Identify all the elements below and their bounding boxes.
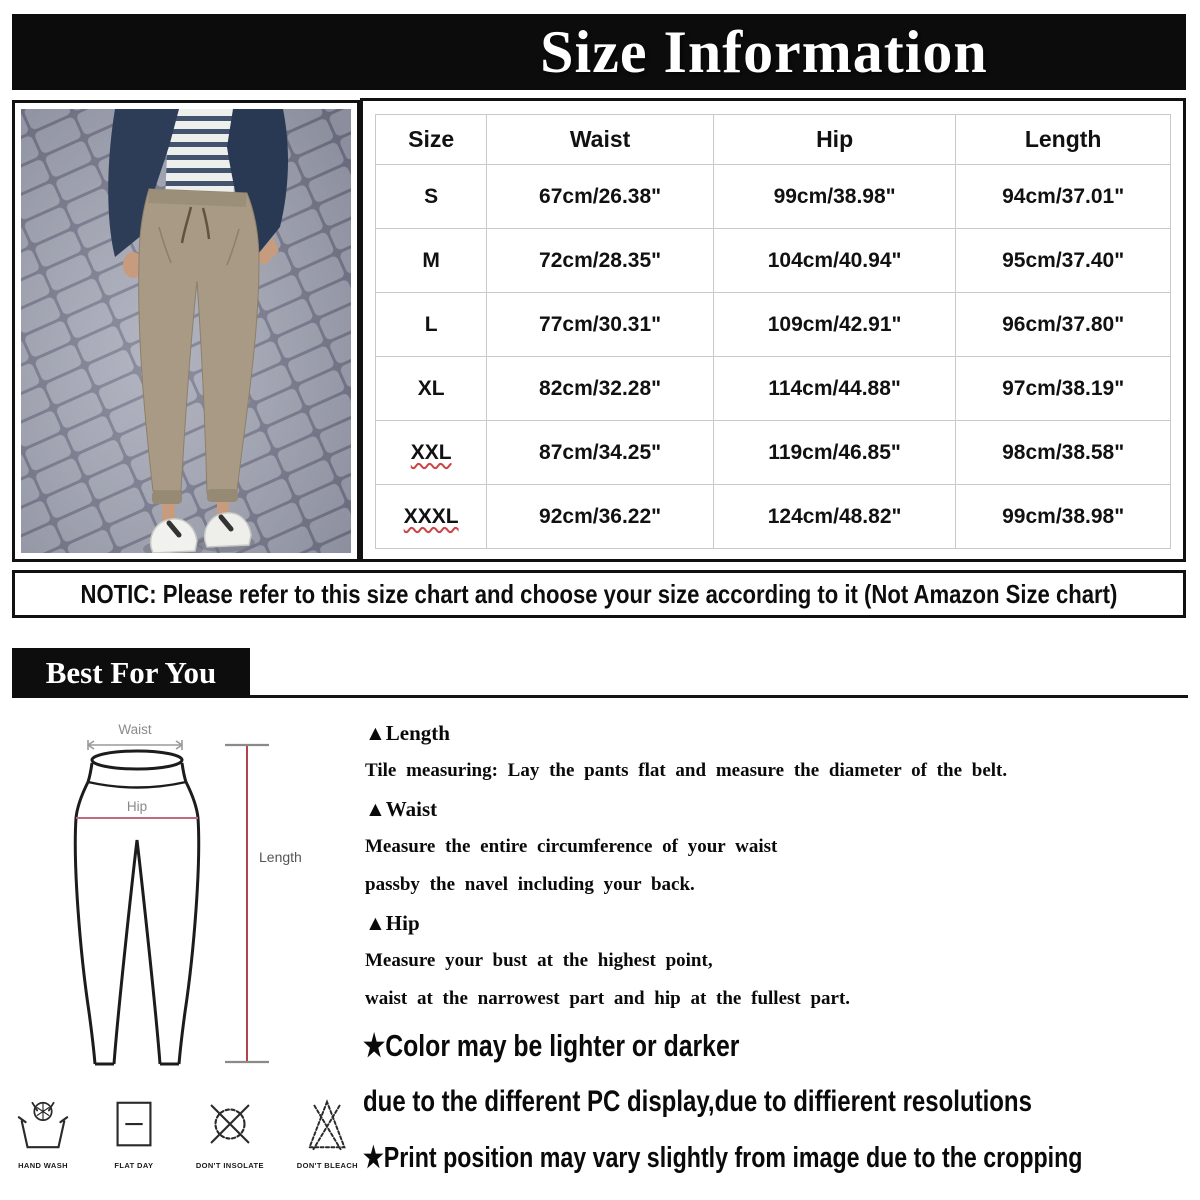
product-photo-frame xyxy=(12,100,360,562)
care-label: HAND WASH xyxy=(18,1161,68,1170)
measure-guide-line: ▲Length xyxy=(365,721,450,745)
notice-box xyxy=(12,570,1186,618)
table-row xyxy=(376,485,1171,549)
table-row xyxy=(376,165,1171,229)
care-item-dont-insolate xyxy=(196,1096,264,1170)
waist-cell: 77cm/30.31" xyxy=(487,293,714,357)
measuring-guide xyxy=(365,714,1185,1018)
size-cell: S xyxy=(376,165,487,229)
hip-cell: 114cm/44.88" xyxy=(713,357,955,421)
length-cell: 97cm/38.19" xyxy=(956,357,1171,421)
care-label: FLAT DAY xyxy=(114,1161,154,1170)
section-title: Best For You xyxy=(45,655,217,690)
care-label: DON'T INSOLATE xyxy=(195,1161,264,1170)
disclaimer-line: ★Color may be lighter or darker xyxy=(363,1028,740,1063)
hip-label: Hip xyxy=(126,799,148,814)
hip-cell: 109cm/42.91" xyxy=(713,293,955,357)
waist-cell: 92cm/36.22" xyxy=(487,485,714,549)
size-table-box xyxy=(360,98,1186,562)
care-item-dont-bleach xyxy=(297,1096,358,1170)
disclaimers xyxy=(363,1018,1198,1186)
size-cell: XL xyxy=(376,357,487,421)
measure-guide-line: Measure your bust at the highest point, xyxy=(365,950,713,971)
dont-insolate-icon xyxy=(201,1096,259,1154)
care-label: DON'T BLEACH xyxy=(296,1161,358,1170)
table-header-row xyxy=(376,115,1171,165)
waist-cell: 67cm/26.38" xyxy=(487,165,714,229)
column-header: Size xyxy=(376,115,487,165)
table-row xyxy=(376,357,1171,421)
measure-guide-line: ▲Hip xyxy=(365,911,420,935)
best-for-you-banner xyxy=(12,648,250,698)
hip-cell: 99cm/38.98" xyxy=(713,165,955,229)
disclaimer-line: due to the different PC display,due to diffierent resolutions xyxy=(363,1085,1032,1118)
column-header: Waist xyxy=(487,115,714,165)
flat-dry-icon xyxy=(105,1096,163,1154)
length-label: Length xyxy=(259,849,302,865)
waist-cell: 82cm/32.28" xyxy=(487,357,714,421)
notice-text: NOTIC: Please refer to this size chart and choose your size according to it (Not Amazon Size chart) xyxy=(80,578,1118,609)
dont-bleach-icon xyxy=(298,1096,356,1154)
waist-cell: 72cm/28.35" xyxy=(487,229,714,293)
table-row xyxy=(376,293,1171,357)
size-cell: XXXL xyxy=(376,485,487,549)
table-row xyxy=(376,229,1171,293)
length-cell: 98cm/38.58" xyxy=(956,421,1171,485)
hip-cell: 104cm/40.94" xyxy=(713,229,955,293)
column-header: Hip xyxy=(713,115,955,165)
hand-wash-icon xyxy=(14,1096,72,1154)
hip-cell: 119cm/46.85" xyxy=(713,421,955,485)
measure-guide-line: Measure the entire circumference of your waist xyxy=(365,836,778,857)
care-item-flat-dry xyxy=(105,1096,163,1170)
waist-measure-line xyxy=(88,740,182,750)
measure-guide-line: ▲Waist xyxy=(365,797,438,821)
length-cell: 95cm/37.40" xyxy=(956,229,1171,293)
length-cell: 99cm/38.98" xyxy=(956,485,1171,549)
waist-label: Waist xyxy=(118,722,152,737)
size-cell: XXL xyxy=(376,421,487,485)
striped-shirt xyxy=(165,109,239,201)
size-table xyxy=(375,114,1171,549)
length-cell: 96cm/37.80" xyxy=(956,293,1171,357)
column-header: Length xyxy=(956,115,1171,165)
table-row xyxy=(376,421,1171,485)
care-item-hand-wash xyxy=(14,1096,72,1170)
size-cell: M xyxy=(376,229,487,293)
pants-measurement-diagram xyxy=(25,712,325,1112)
disclaimer-line: ★Print position may vary slightly from image due to the cropping xyxy=(363,1142,1083,1174)
measure-guide-line: waist at the narrowest part and hip at the fullest part. xyxy=(365,988,851,1009)
size-cell: L xyxy=(376,293,487,357)
pants-outline xyxy=(75,751,198,1064)
hip-cell: 124cm/48.82" xyxy=(713,485,955,549)
measure-guide-line: Tile measuring: Lay the pants flat and measure the diameter of the belt. xyxy=(365,760,1008,781)
size-information-banner xyxy=(12,14,1186,90)
model-photo xyxy=(21,109,351,553)
care-icons-row xyxy=(14,1096,358,1170)
length-cell: 94cm/37.01" xyxy=(956,165,1171,229)
waist-cell: 87cm/34.25" xyxy=(487,421,714,485)
measure-guide-line: passby the navel including your back. xyxy=(365,874,695,895)
page-title: Size Information xyxy=(540,18,988,85)
